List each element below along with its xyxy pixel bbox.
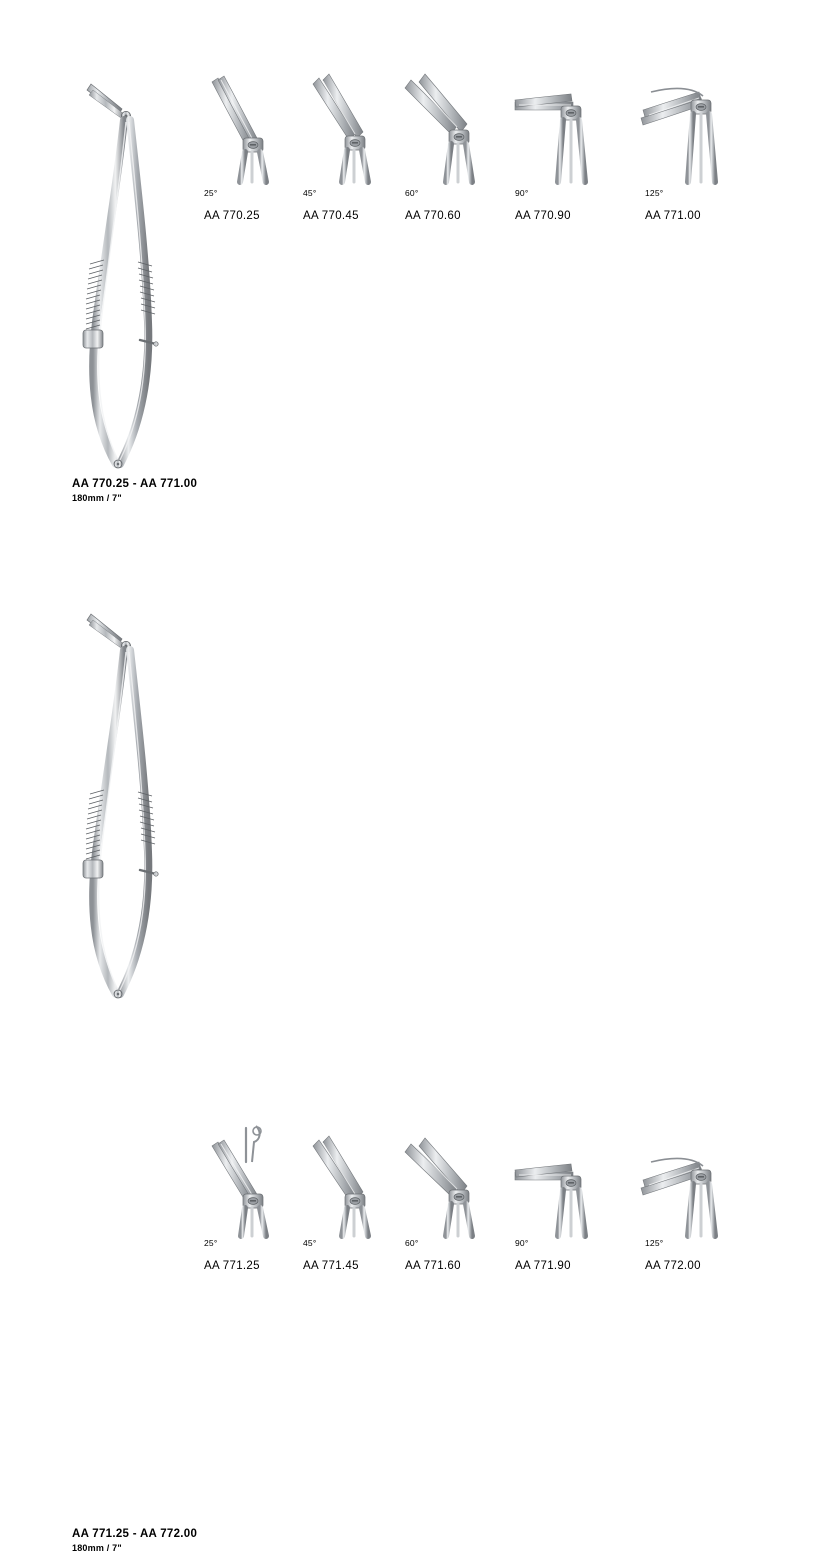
variant-ref: AA 771.45 — [303, 1260, 359, 1272]
product-group — [0, 530, 826, 1553]
tip-illustration-60 — [391, 1120, 511, 1240]
variant-ref: AA 770.25 — [204, 210, 260, 222]
variant-angle: 90° — [515, 188, 529, 198]
variant-ref: AA 771.90 — [515, 1260, 571, 1272]
variant-angle: 45° — [303, 188, 317, 198]
tip-illustration-90 — [501, 70, 621, 190]
variant-angle: 45° — [303, 1238, 317, 1248]
product-group — [0, 0, 826, 560]
variant-angle: 25° — [204, 1238, 218, 1248]
tip-illustration-125 — [631, 70, 751, 190]
variant-ref: AA 770.90 — [515, 210, 571, 222]
variant-ref: AA 771.60 — [405, 1260, 461, 1272]
group-code: AA 771.25 - AA 772.00 — [72, 1528, 198, 1540]
variant-ref: AA 771.25 — [204, 1260, 260, 1272]
variant-ref: AA 770.60 — [405, 210, 461, 222]
variant-item — [501, 70, 621, 255]
variant-item — [631, 1120, 751, 1305]
variant-angle: 60° — [405, 1238, 419, 1248]
group-size: 180mm / 7" — [72, 1543, 122, 1553]
variant-angle: 125° — [645, 1238, 664, 1248]
variant-row — [190, 1120, 826, 1310]
variant-angle: 60° — [405, 188, 419, 198]
variant-ref: AA 770.45 — [303, 210, 359, 222]
variant-row — [190, 70, 826, 260]
variant-angle: 90° — [515, 1238, 529, 1248]
variant-angle: 25° — [204, 188, 218, 198]
full-instrument-illustration — [60, 72, 190, 472]
group-size: 180mm / 7" — [72, 493, 122, 503]
tip-illustration-90 — [501, 1120, 621, 1240]
variant-item — [631, 70, 751, 255]
full-instrument-illustration — [60, 602, 190, 1002]
variant-item — [391, 70, 511, 255]
variant-item — [501, 1120, 621, 1305]
variant-angle: 125° — [645, 188, 664, 198]
variant-ref: AA 771.00 — [645, 210, 701, 222]
group-code: AA 770.25 - AA 771.00 — [72, 478, 198, 490]
tip-illustration-125 — [631, 1120, 751, 1240]
variant-ref: AA 772.00 — [645, 1260, 701, 1272]
tip-illustration-60 — [391, 70, 511, 190]
group-caption — [72, 1528, 392, 1553]
group-caption — [72, 478, 392, 503]
variant-item — [391, 1120, 511, 1305]
